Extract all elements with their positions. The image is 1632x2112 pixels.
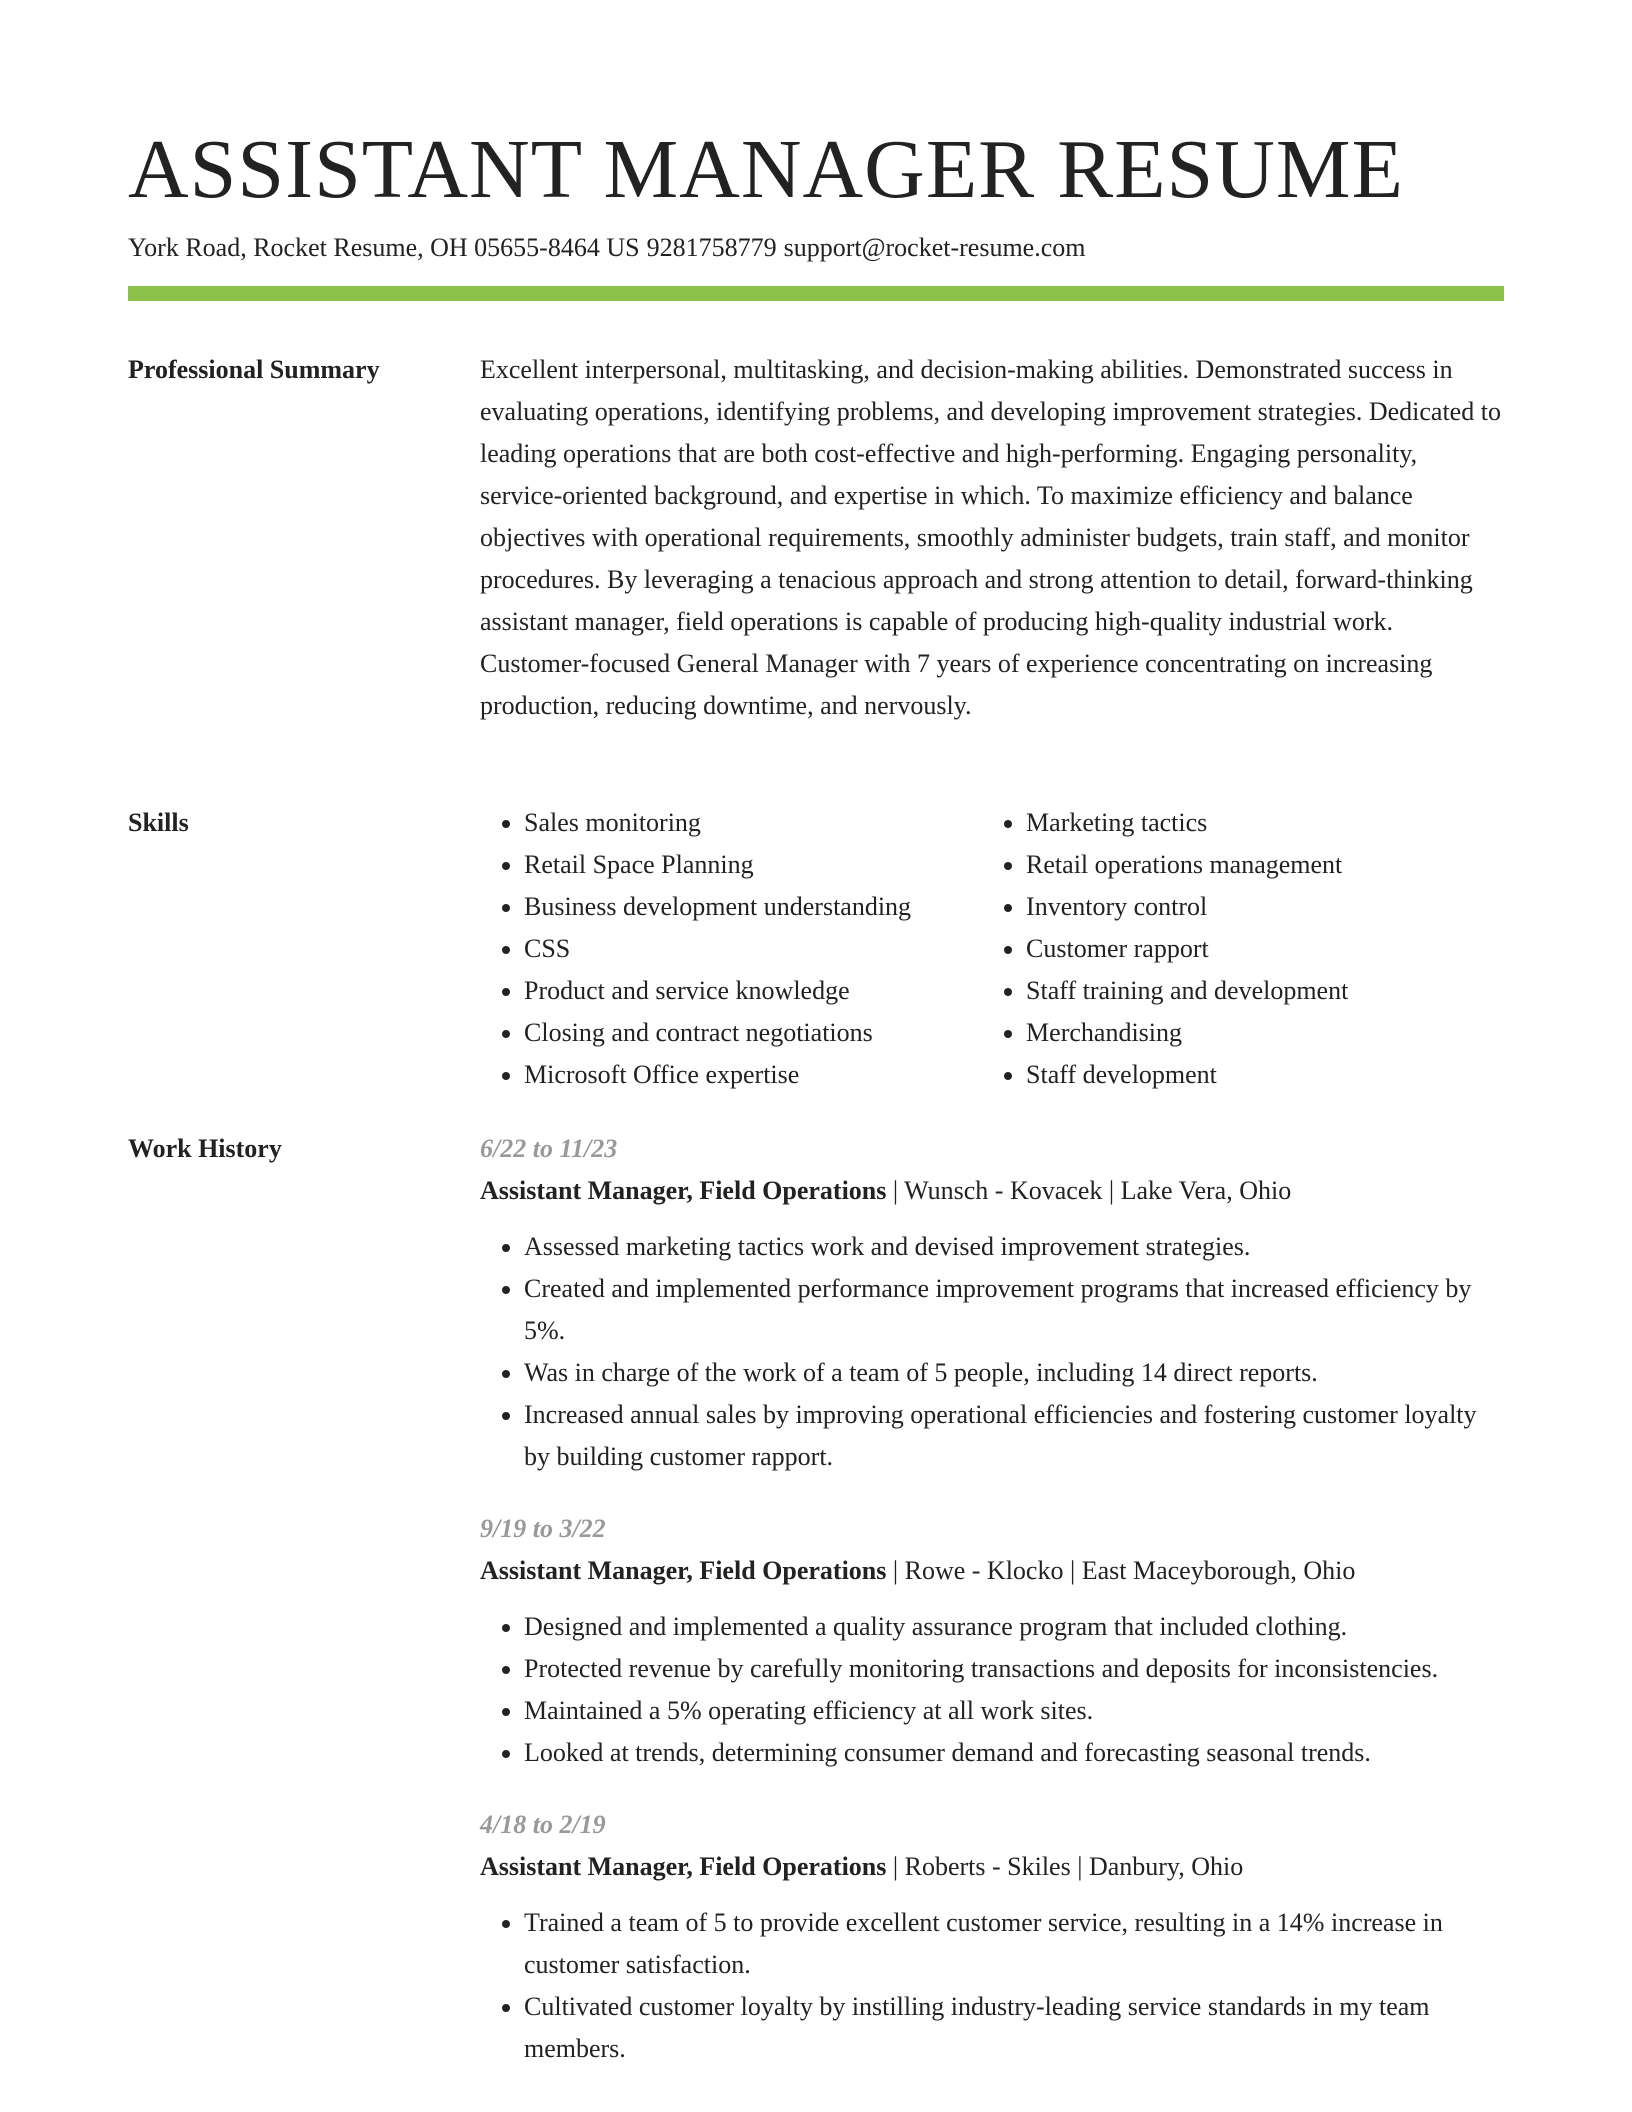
skill-item: • Sales monitoring [524,802,982,844]
summary-label: Professional Summary [128,355,380,384]
job-bullet-list [480,1902,1504,2070]
job-dates: 4/18 to 2/19 [480,1810,606,1839]
job-dates: 6/22 to 11/23 [480,1134,618,1163]
resume-title: ASSISTANT MANAGER RESUME [128,123,1404,216]
job-separator: | [892,1556,899,1585]
job-bullet: • Increased annual sales by improving operational efficiencies and fostering customer loyalty by building customer rapport. [524,1394,1504,1478]
job-company: Wunsch - Kovacek [904,1176,1103,1205]
skill-item: • Merchandising [1026,1012,1504,1054]
contact-address: York Road, Rocket Resume, OH 05655-8464 US [128,233,640,262]
skill-item: • Inventory control [1026,886,1504,928]
job-bullet: • Protected revenue by carefully monitoring transactions and deposits for inconsistencies. [524,1648,1504,1690]
job-entry [480,1128,1504,1478]
skills-list-right [982,802,1504,1096]
skill-item: • Retail operations management [1026,844,1504,886]
skill-item: • CSS [524,928,982,970]
skill-item: • Staff training and development [1026,970,1504,1012]
skill-item: • Staff development [1026,1054,1504,1096]
job-company: Roberts - Skiles [904,1852,1071,1881]
job-bullet: • Assessed marketing tactics work and devised improvement strategies. [524,1226,1504,1268]
skill-item: • Marketing tactics [1026,802,1504,844]
job-location: East Maceyborough, Ohio [1081,1556,1356,1585]
job-entry [480,1508,1504,1774]
header-divider [128,286,1504,301]
job-entry [480,1804,1504,2070]
work-history-label: Work History [128,1134,282,1163]
skill-item: • Customer rapport [1026,928,1504,970]
job-bullet: • Was in charge of the work of a team of 5 people, including 14 direct reports. [524,1352,1504,1394]
work-history-body [480,1128,1504,2100]
summary-body [480,349,1504,727]
skill-item: • Business development understanding [524,886,982,928]
job-bullet-list [480,1226,1504,1478]
job-separator: | [1069,1556,1076,1585]
job-bullet-list [480,1606,1504,1774]
job-separator: | [892,1852,899,1881]
job-heading [480,1846,1504,1888]
job-location: Lake Vera, Ohio [1120,1176,1292,1205]
job-heading [480,1170,1504,1212]
job-separator: | [1108,1176,1115,1205]
contact-email: support@rocket-resume.com [783,233,1086,262]
job-separator: | [1077,1852,1083,1881]
job-bullet: • Created and implemented performance improvement programs that increased efficiency by 5%. [524,1268,1504,1352]
job-bullet: • Cultivated customer loyalty by instilling industry-leading service standards in my team members. [524,1986,1504,2070]
contact-phone: 9281758779 [646,233,777,262]
skill-item: • Retail Space Planning [524,844,982,886]
job-bullet: • Maintained a 5% operating efficiency at all work sites. [524,1690,1504,1732]
job-dates: 9/19 to 3/22 [480,1514,606,1543]
skills-body [480,802,1504,1096]
skill-item: • Product and service knowledge [524,970,982,1012]
job-separator: | [892,1176,899,1205]
skills-label: Skills [128,808,189,837]
job-bullet: • Designed and implemented a quality assurance program that included clothing. [524,1606,1504,1648]
job-company: Rowe - Klocko [904,1556,1064,1585]
job-location: Danbury, Ohio [1088,1852,1244,1881]
job-bullet: • Looked at trends, determining consumer demand and forecasting seasonal trends. [524,1732,1504,1774]
job-bullet: • Trained a team of 5 to provide excellent customer service, resulting in a 14% increase in customer satisfaction. [524,1902,1504,1986]
skill-item: • Microsoft Office expertise [524,1054,982,1096]
summary-text: Excellent interpersonal, multitasking, and decision-making abilities. Demonstrated success in evaluating operations, identifying problems, and developing improvement strategies. Dedicated to leading operations that are both cost-effective and high-performing. Engaging personality, service-oriented background, and expertise in which. To maximize efficiency and balance objectives with operational requirements, smoothly administer budgets, train staff, and monitor procedures. By leveraging a tenacious approach and strong attention to detail, forward-thinking assistant manager, field operations is capable of producing high-quality industrial work. Customer-focused General Manager with 7 years of experience concentrating on increasing production, reducing downtime, and nervously. [480,355,1501,720]
contact-line [128,230,1086,266]
job-title: Assistant Manager, Field Operations [480,1556,887,1585]
job-title: Assistant Manager, Field Operations [480,1176,887,1205]
skills-list-left [480,802,982,1096]
skill-item: • Closing and contract negotiations [524,1012,982,1054]
job-heading [480,1550,1504,1592]
job-title: Assistant Manager, Field Operations [480,1852,887,1881]
